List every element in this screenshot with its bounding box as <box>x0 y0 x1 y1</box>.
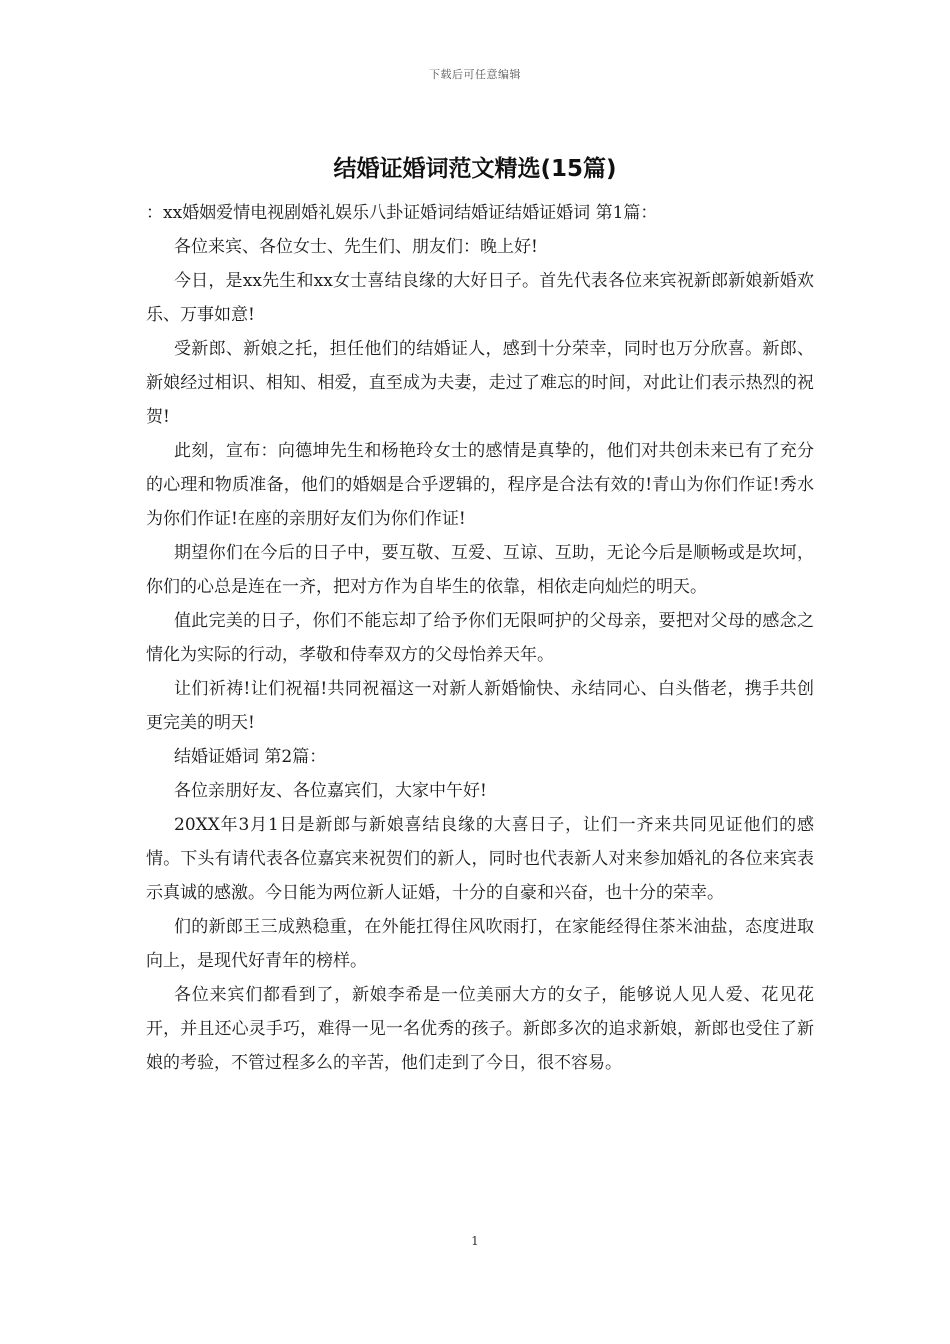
page-number: 1 <box>471 1234 479 1248</box>
section-heading: 结婚证婚词 第2篇： <box>174 747 327 767</box>
paragraph: 20XX年3月1日是新郎与新娘喜结良缘的大喜日子，让们一齐来共同见证他们的感情。下头有请代表各位嘉宾来祝贺们的新人，同时也代表新人对来参加婚礼的各位来宾表示真诚的感激。今日能为两位新人证婚，十分的自豪和兴奋，也十分的荣幸。 <box>146 815 814 903</box>
paragraph: 各位来宾、各位女士、先生们、朋友们：晚上好! <box>174 237 538 257</box>
paragraph: 期望你们在今后的日子中，要互敬、互爱、互谅、互助，无论今后是顺畅或是坎坷，你们的心总是连在一齐，把对方作为自毕生的依靠，相依走向灿烂的明天。 <box>146 543 814 597</box>
paragraph: 让们祈祷!让们祝福!共同祝福这一对新人新婚愉快、永结同心、白头偕老，携手共创更完美的明天! <box>146 679 814 733</box>
paragraph: 此刻，宣布：向德坤先生和杨艳玲女士的感情是真挚的，他们对共创未来已有了充分的心理和物质准备，他们的婚姻是合乎逻辑的，程序是合法有效的!青山为你们作证!秀水为你们作证!在座的亲朋好友们为你们作证! <box>146 441 814 529</box>
paragraph: 今日，是xx先生和xx女士喜结良缘的大好日子。首先代表各位来宾祝新郎新娘新婚欢乐、万事如意! <box>146 271 814 325</box>
paragraph-intro: ：xx婚姻爱情电视剧婚礼娱乐八卦证婚词结婚证结婚证婚词 第1篇： <box>146 203 658 223</box>
header-note: 下载后可任意编辑 <box>429 68 521 81</box>
paragraph: 值此完美的日子，你们不能忘却了给予你们无限呵护的父母亲，要把对父母的感念之情化为实际的行动，孝敬和侍奉双方的父母怡养天年。 <box>146 611 814 665</box>
document-title: 结婚证婚词范文精选(15篇) <box>333 156 617 182</box>
paragraph: 们的新郎王三成熟稳重，在外能扛得住风吹雨打，在家能经得住茶米油盐，态度进取向上，是现代好青年的榜样。 <box>146 917 814 971</box>
paragraph: 受新郎、新娘之托，担任他们的结婚证人，感到十分荣幸，同时也万分欣喜。新郎、新娘经过相识、相知、相爱，直至成为夫妻，走过了难忘的时间，对此让们表示热烈的祝贺! <box>146 339 814 427</box>
paragraph: 各位来宾们都看到了，新娘李希是一位美丽大方的女子，能够说人见人爱、花见花开，并且还心灵手巧，难得一见一名优秀的孩子。新郎多次的追求新娘，新郎也受住了新娘的考验，不管过程多么的辛苦，他们走到了今日，很不容易。 <box>146 985 814 1073</box>
paragraph: 各位亲朋好友、各位嘉宾们，大家中午好! <box>174 781 487 801</box>
document-body <box>146 196 814 1080</box>
